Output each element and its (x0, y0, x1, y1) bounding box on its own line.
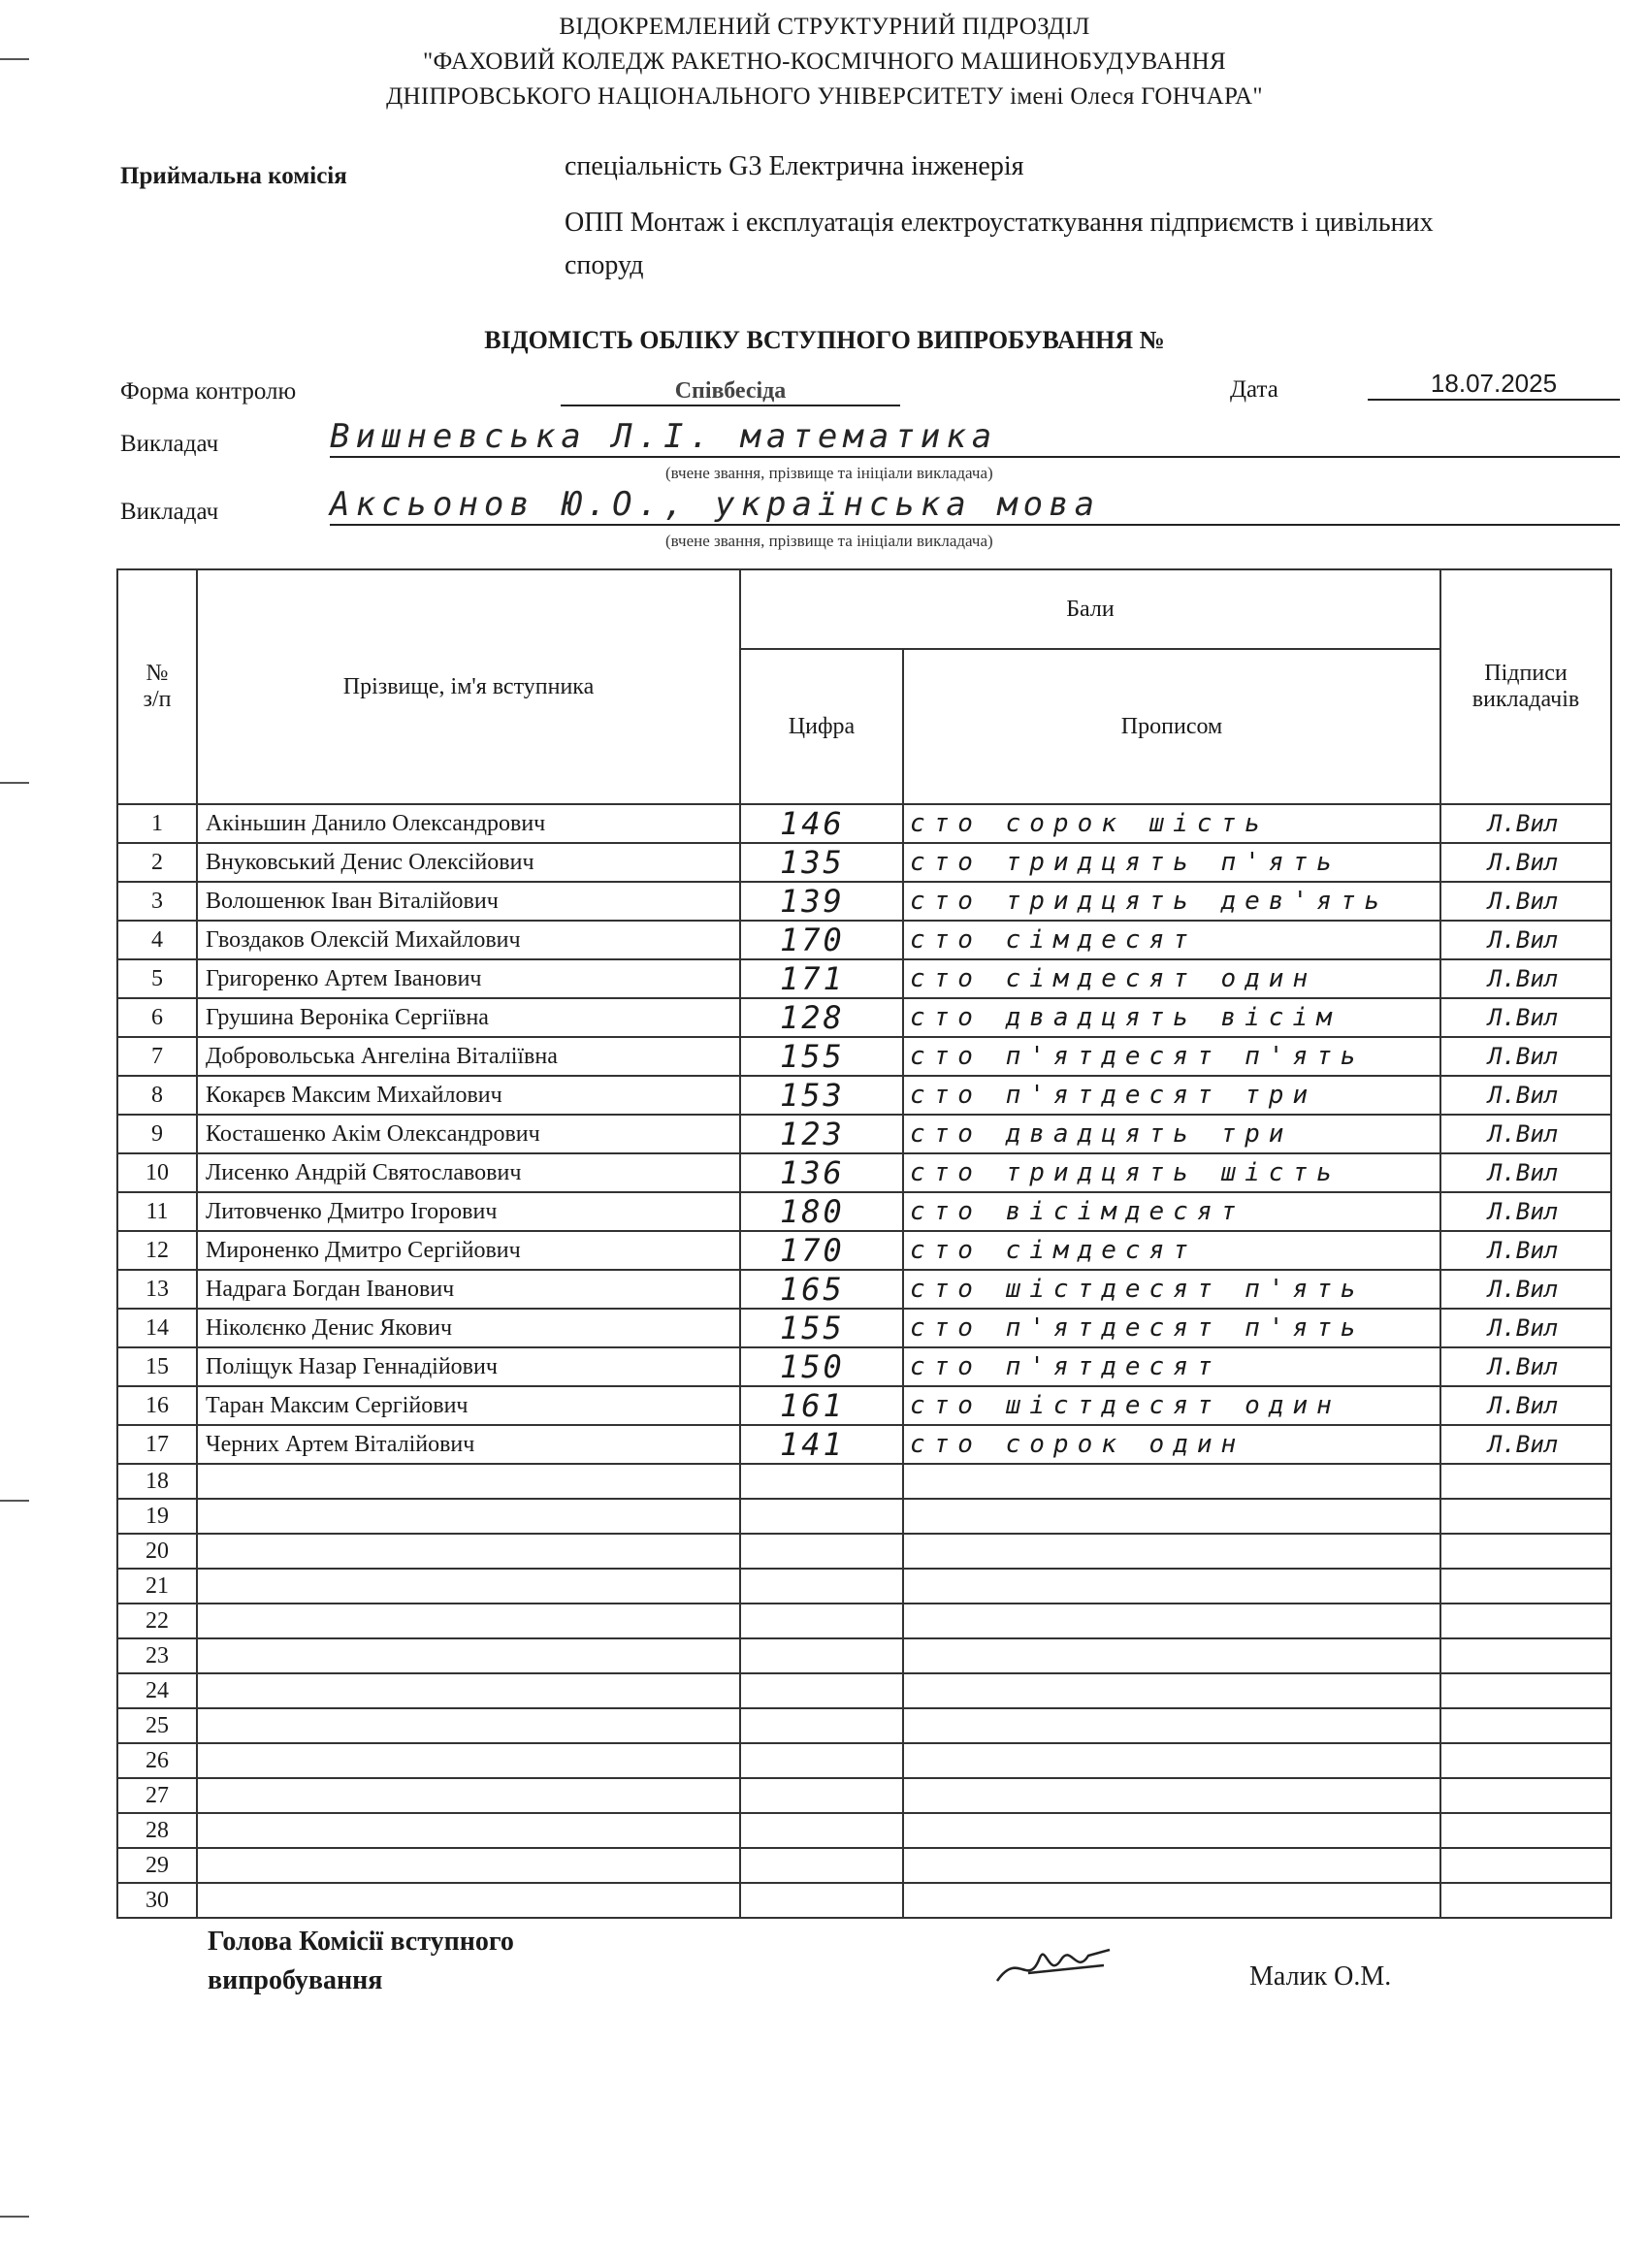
score-digits (740, 1569, 903, 1604)
table-row (117, 1778, 1611, 1813)
applicant-name: Лисенко Андрій Святославович (197, 1153, 740, 1192)
binder-mark (0, 782, 29, 784)
table-row (117, 1347, 1611, 1386)
teacher-signature: Л.Вил (1440, 921, 1611, 959)
table-row (117, 882, 1611, 921)
binder-mark (0, 58, 29, 60)
score-words: сто п'ятдесят п'ять (903, 1037, 1440, 1076)
applicant-name: Добровольська Ангеліна Віталіївна (197, 1037, 740, 1076)
applicant-name: Литовченко Дмитро Ігорович (197, 1192, 740, 1231)
row-number: 16 (117, 1386, 197, 1425)
score-digits: 146 (740, 804, 903, 843)
score-words: сто двадцять три (903, 1115, 1440, 1153)
binder-mark (0, 2216, 29, 2218)
score-digits: 170 (740, 1231, 903, 1270)
applicant-name: Акіньшин Данило Олександрович (197, 804, 740, 843)
applicant-name (197, 1638, 740, 1673)
row-number: 15 (117, 1347, 197, 1386)
applicant-name (197, 1813, 740, 1848)
header-words: Прописом (903, 649, 1440, 804)
header-signatures: Підписи викладачів (1440, 569, 1611, 804)
applicant-name: Косташенко Акім Олександрович (197, 1115, 740, 1153)
table-row (117, 998, 1611, 1037)
score-digits: 155 (740, 1309, 903, 1347)
score-words (903, 1464, 1440, 1499)
score-words (903, 1604, 1440, 1638)
row-number: 10 (117, 1153, 197, 1192)
score-digits (740, 1534, 903, 1569)
score-words: сто двадцять вісім (903, 998, 1440, 1037)
table-row (117, 1883, 1611, 1918)
score-words (903, 1813, 1440, 1848)
score-digits (740, 1708, 903, 1743)
header-number: № з/п (117, 569, 197, 804)
teacher-2-label: Викладач (120, 499, 219, 525)
teacher-signature (1440, 1534, 1611, 1569)
date-value: 18.07.2025 (1368, 369, 1620, 401)
table-row (117, 1813, 1611, 1848)
applicant-name: Поліщук Назар Геннадійович (197, 1347, 740, 1386)
table-row (117, 1638, 1611, 1673)
table-row (117, 1037, 1611, 1076)
teacher-signature: Л.Вил (1440, 1037, 1611, 1076)
row-number: 23 (117, 1638, 197, 1673)
table-row (117, 1231, 1611, 1270)
score-digits (740, 1604, 903, 1638)
teacher-signature (1440, 1883, 1611, 1918)
row-number: 8 (117, 1076, 197, 1115)
date-label: Дата (1230, 376, 1278, 403)
table-row (117, 1464, 1611, 1499)
header-points: Бали (740, 569, 1440, 649)
score-words: сто п'ятдесят три (903, 1076, 1440, 1115)
row-number: 14 (117, 1309, 197, 1347)
row-number: 11 (117, 1192, 197, 1231)
teacher-2-caption: (вчене звання, прізвище та ініціали викладача) (665, 532, 993, 550)
teacher-1-caption: (вчене звання, прізвище та ініціали викладача) (665, 464, 993, 482)
teacher-signature: Л.Вил (1440, 998, 1611, 1037)
score-words (903, 1883, 1440, 1918)
teacher-signature (1440, 1813, 1611, 1848)
score-words: сто сорок шість (903, 804, 1440, 843)
score-words: сто шістдесят п'ять (903, 1270, 1440, 1309)
row-number: 1 (117, 804, 197, 843)
row-number: 24 (117, 1673, 197, 1708)
teacher-signature: Л.Вил (1440, 1115, 1611, 1153)
row-number: 2 (117, 843, 197, 882)
row-number: 3 (117, 882, 197, 921)
score-words (903, 1743, 1440, 1778)
applicant-name: Таран Максим Сергійович (197, 1386, 740, 1425)
applicant-name: Григоренко Артем Іванович (197, 959, 740, 998)
score-words (903, 1569, 1440, 1604)
chair-signature (989, 1930, 1116, 1998)
score-digits: 171 (740, 959, 903, 998)
teacher-signature: Л.Вил (1440, 1386, 1611, 1425)
header-line-3: ДНІПРОВСЬКОГО НАЦІОНАЛЬНОГО УНІВЕРСИТЕТУ імені Олеся ГОНЧАРА" (386, 83, 1263, 110)
header-digits: Цифра (740, 649, 903, 804)
score-digits: 153 (740, 1076, 903, 1115)
applicant-name (197, 1569, 740, 1604)
score-words (903, 1638, 1440, 1673)
teacher-2-value: Аксьонов Ю.О., українська мова (330, 485, 1620, 526)
score-digits: 155 (740, 1037, 903, 1076)
score-words: сто вісімдесят (903, 1192, 1440, 1231)
applicant-name: Надрага Богдан Іванович (197, 1270, 740, 1309)
table-row (117, 1534, 1611, 1569)
table-row (117, 1386, 1611, 1425)
specialty: спеціальність G3 Електрична інженерія (565, 151, 1024, 181)
teacher-signature (1440, 1778, 1611, 1813)
table-row (117, 1708, 1611, 1743)
teacher-signature: Л.Вил (1440, 1153, 1611, 1192)
table-row (117, 1425, 1611, 1464)
binder-mark (0, 1500, 29, 1502)
row-number: 27 (117, 1778, 197, 1813)
row-number: 22 (117, 1604, 197, 1638)
applicant-name (197, 1534, 740, 1569)
teacher-signature (1440, 1569, 1611, 1604)
applicant-name: Черних Артем Віталійович (197, 1425, 740, 1464)
commission-label: Приймальна комісія (120, 163, 347, 189)
score-digits (740, 1883, 903, 1918)
row-number: 13 (117, 1270, 197, 1309)
row-number: 29 (117, 1848, 197, 1883)
teacher-signature (1440, 1708, 1611, 1743)
chair-line-2: випробування (208, 1965, 383, 1995)
applicant-name: Гвоздаков Олексій Михайлович (197, 921, 740, 959)
scores-table (116, 568, 1612, 1919)
teacher-signature (1440, 1743, 1611, 1778)
teacher-signature (1440, 1604, 1611, 1638)
applicant-name: Волошенюк Іван Віталійович (197, 882, 740, 921)
score-digits (740, 1464, 903, 1499)
applicant-name: Внуковський Денис Олексійович (197, 843, 740, 882)
score-digits (740, 1743, 903, 1778)
table-row (117, 1673, 1611, 1708)
applicant-name (197, 1673, 740, 1708)
teacher-signature: Л.Вил (1440, 1309, 1611, 1347)
score-words: сто сорок один (903, 1425, 1440, 1464)
teacher-signature: Л.Вил (1440, 1192, 1611, 1231)
score-words (903, 1708, 1440, 1743)
applicant-name (197, 1778, 740, 1813)
teacher-signature (1440, 1499, 1611, 1534)
teacher-signature: Л.Вил (1440, 1076, 1611, 1115)
score-words (903, 1673, 1440, 1708)
score-digits: 180 (740, 1192, 903, 1231)
row-number: 19 (117, 1499, 197, 1534)
table-row (117, 804, 1611, 843)
table-row (117, 1270, 1611, 1309)
score-digits: 135 (740, 843, 903, 882)
score-words (903, 1534, 1440, 1569)
row-number: 7 (117, 1037, 197, 1076)
applicant-name (197, 1464, 740, 1499)
applicant-name (197, 1743, 740, 1778)
score-words: сто тридцять шість (903, 1153, 1440, 1192)
table-row (117, 921, 1611, 959)
teacher-signature (1440, 1673, 1611, 1708)
row-number: 5 (117, 959, 197, 998)
row-number: 9 (117, 1115, 197, 1153)
row-number: 30 (117, 1883, 197, 1918)
row-number: 6 (117, 998, 197, 1037)
chair-line-1: Голова Комісії вступного (208, 1927, 514, 1957)
teacher-signature: Л.Вил (1440, 882, 1611, 921)
teacher-signature (1440, 1638, 1611, 1673)
score-words: сто тридцять п'ять (903, 843, 1440, 882)
score-digits (740, 1778, 903, 1813)
score-digits: 123 (740, 1115, 903, 1153)
score-digits: 170 (740, 921, 903, 959)
applicant-name: Ніколєнко Денис Якович (197, 1309, 740, 1347)
applicant-name (197, 1848, 740, 1883)
header-line-1: ВІДОКРЕМЛЕНИЙ СТРУКТУРНИЙ ПІДРОЗДІЛ (559, 14, 1090, 40)
row-number: 12 (117, 1231, 197, 1270)
score-digits (740, 1848, 903, 1883)
applicant-name (197, 1604, 740, 1638)
row-number: 25 (117, 1708, 197, 1743)
teacher-signature: Л.Вил (1440, 1347, 1611, 1386)
table-row (117, 1115, 1611, 1153)
program-line-2: споруд (565, 250, 644, 280)
score-digits (740, 1499, 903, 1534)
score-words: сто тридцять дев'ять (903, 882, 1440, 921)
applicant-name: Грушина Вероніка Сергіївна (197, 998, 740, 1037)
header-line-2: "ФАХОВИЙ КОЛЕДЖ РАКЕТНО-КОСМІЧНОГО МАШИНОБУДУВАННЯ (423, 49, 1226, 75)
score-words (903, 1499, 1440, 1534)
score-digits: 136 (740, 1153, 903, 1192)
score-digits: 128 (740, 998, 903, 1037)
score-words: сто шістдесят один (903, 1386, 1440, 1425)
score-words: сто сімдесят (903, 1231, 1440, 1270)
applicant-name: Кокарєв Максим Михайлович (197, 1076, 740, 1115)
teacher-signature: Л.Вил (1440, 1231, 1611, 1270)
score-digits (740, 1813, 903, 1848)
row-number: 20 (117, 1534, 197, 1569)
table-row (117, 1499, 1611, 1534)
applicant-name: Мироненко Дмитро Сергійович (197, 1231, 740, 1270)
table-row (117, 1192, 1611, 1231)
teacher-signature: Л.Вил (1440, 843, 1611, 882)
table-row (117, 1743, 1611, 1778)
form-value: Співбесіда (561, 378, 900, 406)
teacher-signature: Л.Вил (1440, 1425, 1611, 1464)
table-row (117, 1569, 1611, 1604)
header-name: Прізвище, ім'я вступника (197, 569, 740, 804)
score-digits: 141 (740, 1425, 903, 1464)
score-digits: 165 (740, 1270, 903, 1309)
applicant-name (197, 1499, 740, 1534)
form-label: Форма контролю (120, 378, 297, 405)
score-digits (740, 1673, 903, 1708)
chair-name: Малик О.М. (1249, 1961, 1392, 1992)
score-words (903, 1848, 1440, 1883)
table-row (117, 843, 1611, 882)
table-row (117, 1604, 1611, 1638)
table-row (117, 1076, 1611, 1115)
table-row (117, 1153, 1611, 1192)
score-digits: 161 (740, 1386, 903, 1425)
teacher-signature: Л.Вил (1440, 959, 1611, 998)
applicant-name (197, 1708, 740, 1743)
teacher-signature (1440, 1464, 1611, 1499)
teacher-1-label: Викладач (120, 431, 219, 457)
row-number: 17 (117, 1425, 197, 1464)
score-digits: 139 (740, 882, 903, 921)
row-number: 18 (117, 1464, 197, 1499)
row-number: 28 (117, 1813, 197, 1848)
score-words: сто п'ятдесят (903, 1347, 1440, 1386)
row-number: 26 (117, 1743, 197, 1778)
teacher-1-value: Вишневська Л.І. математика (330, 417, 1620, 458)
program-line-1: ОПП Монтаж і експлуатація електроустаткування підприємств і цивільних (565, 208, 1434, 238)
table-row (117, 1848, 1611, 1883)
score-words: сто п'ятдесят п'ять (903, 1309, 1440, 1347)
score-words: сто сімдесят один (903, 959, 1440, 998)
row-number: 21 (117, 1569, 197, 1604)
score-digits (740, 1638, 903, 1673)
score-words (903, 1778, 1440, 1813)
teacher-signature: Л.Вил (1440, 1270, 1611, 1309)
teacher-signature: Л.Вил (1440, 804, 1611, 843)
teacher-signature (1440, 1848, 1611, 1883)
score-words: сто сімдесят (903, 921, 1440, 959)
table-row (117, 1309, 1611, 1347)
applicant-name (197, 1883, 740, 1918)
document-title: ВІДОМІСТЬ ОБЛІКУ ВСТУПНОГО ВИПРОБУВАННЯ № (484, 326, 1165, 354)
table-row (117, 959, 1611, 998)
score-digits: 150 (740, 1347, 903, 1386)
row-number: 4 (117, 921, 197, 959)
